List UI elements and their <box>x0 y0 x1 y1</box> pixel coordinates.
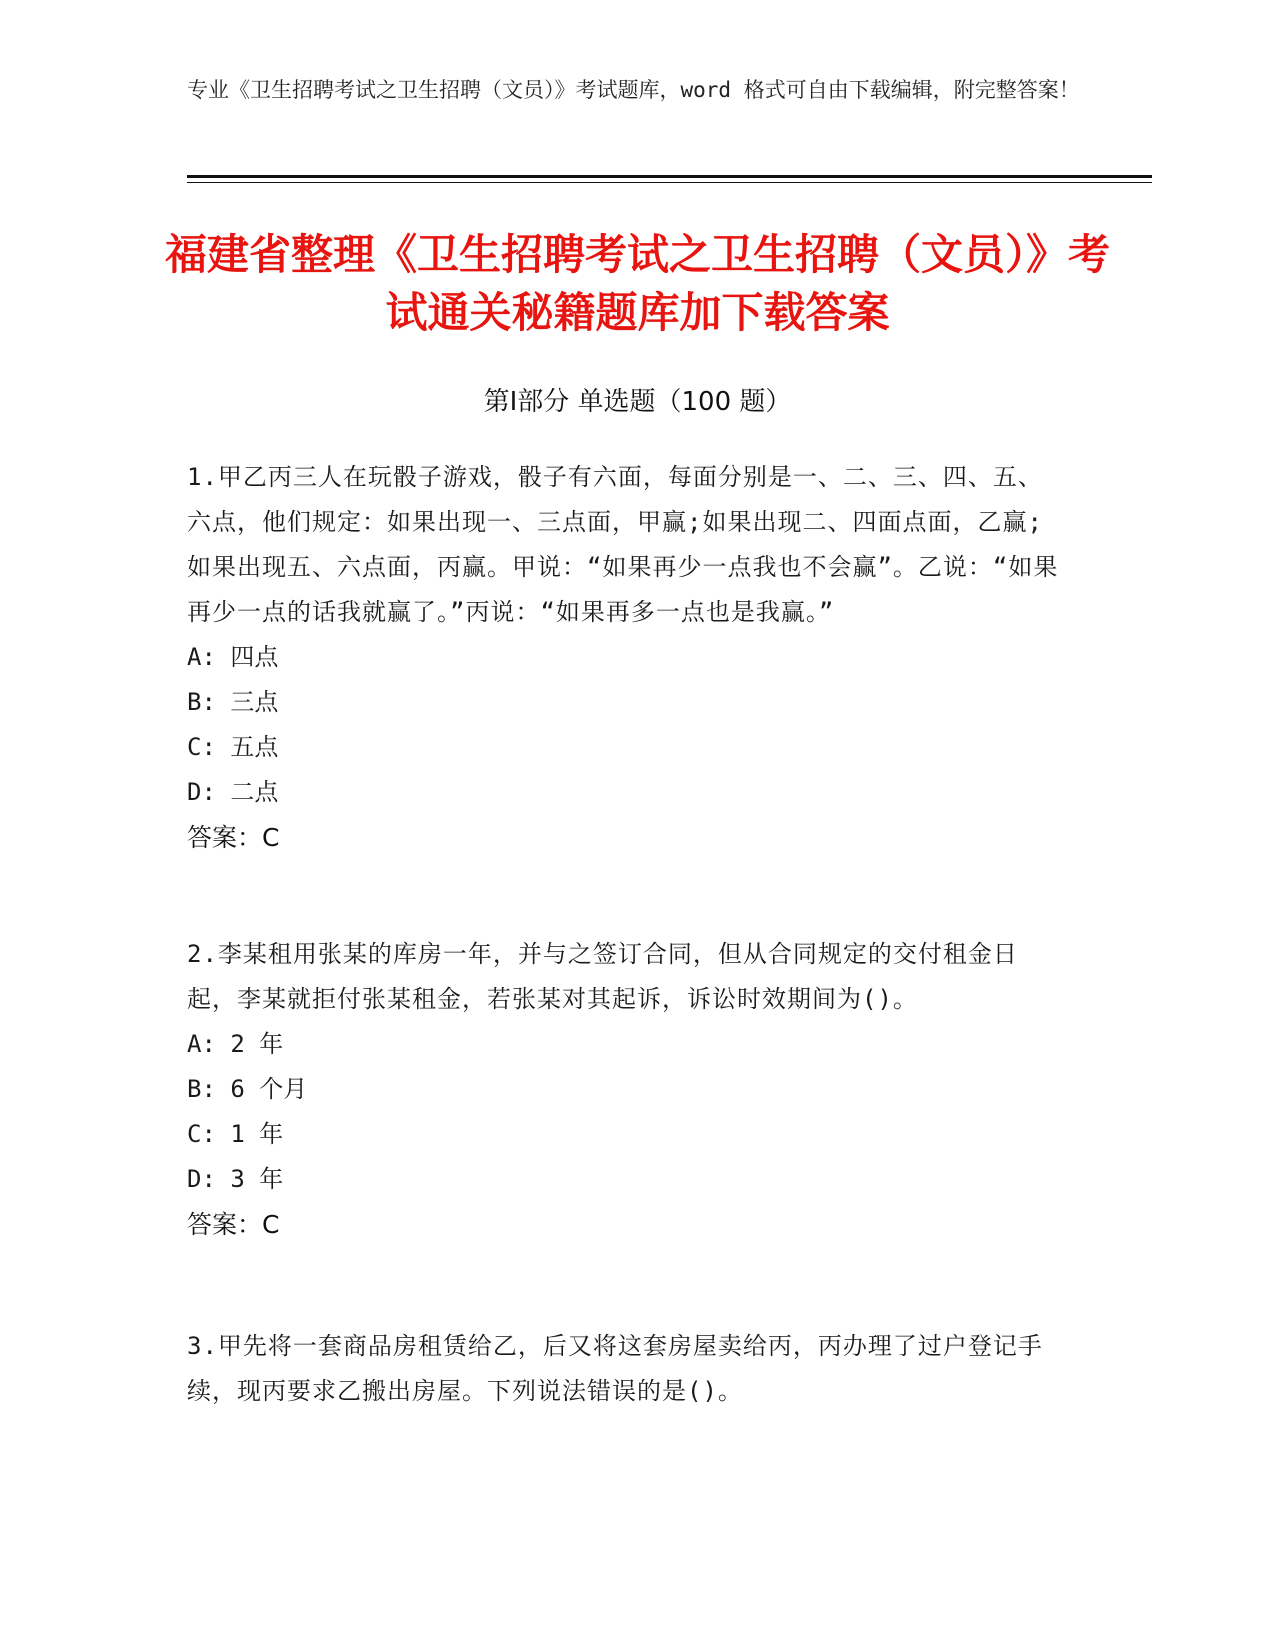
option-b: B: 三点 <box>187 688 279 716</box>
header-note: 专业《卫生招聘考试之卫生招聘（文员）》考试题库，word 格式可自由下载编辑，附完整答案！ <box>187 78 1080 102</box>
question-2 <box>187 932 1067 1247</box>
question-3 <box>187 1324 1067 1414</box>
question-stem: 3.甲先将一套商品房租赁给乙，后又将这套房屋卖给丙，丙办理了过户登记手续，现丙要求乙搬出房屋。下列说法错误的是()。 <box>187 1332 1043 1405</box>
option-d: D: 二点 <box>187 778 279 806</box>
option-c: C: 1 年 <box>187 1120 284 1148</box>
option-a: A: 四点 <box>187 643 279 671</box>
option-b: B: 6 个月 <box>187 1075 308 1103</box>
section-heading: 第Ⅰ部分 单选题（100 题） <box>483 387 792 417</box>
question-stem: 1.甲乙丙三人在玩骰子游戏，骰子有六面，每面分别是一、二、三、四、五、六点，他们规定：如果出现一、三点面，甲赢;如果出现二、四面点面，乙赢;如果出现五、六点面，丙赢。甲说：“如果再少一点我也不会赢”。乙说：“如果再少一点的话我就赢了。”丙说：“如果再多一点也是我赢。” <box>187 463 1059 626</box>
document-title: 福建省整理《卫生招聘考试之卫生招聘（文员）》考试通关秘籍题库加下载答案 <box>164 230 1110 337</box>
question-stem: 2.李某租用张某的库房一年，并与之签订合同，但从合同规定的交付租金日起，李某就拒付张某租金，若张某对其起诉，诉讼时效期间为()。 <box>187 940 1018 1013</box>
question-1 <box>187 455 1067 860</box>
option-a: A: 2 年 <box>187 1030 284 1058</box>
option-d: D: 3 年 <box>187 1165 284 1193</box>
option-c: C: 五点 <box>187 733 279 761</box>
header-rule-thick <box>187 175 1152 178</box>
answer-line: 答案：C <box>187 1210 280 1239</box>
header-rule-thin <box>187 182 1152 183</box>
answer-line: 答案：C <box>187 823 280 852</box>
